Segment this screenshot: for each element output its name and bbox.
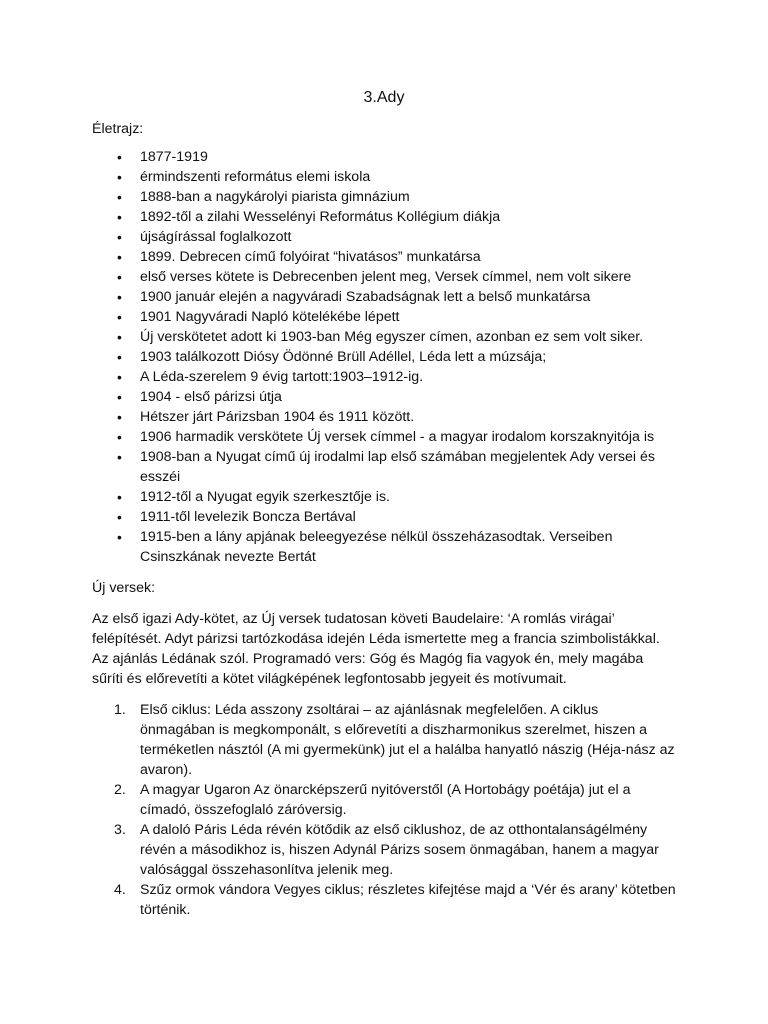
bullet-icon: • [117,329,122,345]
bullet-icon: • [117,489,122,505]
bullet-icon: • [117,409,122,425]
bullet-icon: • [117,149,122,165]
cycle-item [92,880,676,920]
biography-item [92,387,676,407]
biography-item-text: érmindszenti református elemi iskola [140,169,371,185]
cycle-text: A daloló Páris Léda révén kötődik az első ciklushoz, de az otthontalanságélmény révén a másodikhoz is, hiszen Adynál Párizs sosem önmagában, hanem a magyar valósággal összehasonlítva jelenik meg. [140,822,659,878]
biography-item [92,427,676,447]
biography-item [92,527,676,567]
cycle-text: A magyar Ugaron Az önarcképszerű nyitóverstől (A Hortobágy poétája) jut el a címadó, összefoglaló záróversig. [140,782,631,818]
cycle-item [92,700,676,780]
biography-item [92,207,676,227]
bullet-icon: • [117,189,122,205]
biography-item [92,307,676,327]
biography-item-text: első verses kötete is Debrecenben jelent meg, Versek címmel, nem volt sikere [140,269,632,285]
biography-item-text: 1911-től levelezik Boncza Bertával [140,509,356,525]
cycle-item [92,780,676,820]
biography-item-text: 1900 január elején a nagyváradi Szabadságnak lett a belső munkatársa [140,289,591,305]
bullet-icon: • [117,289,122,305]
bullet-icon: • [117,209,122,225]
cycle-number: 4. [114,882,126,898]
biography-heading: Életrajz: [92,121,144,137]
biography-item [92,267,676,287]
biography-item-text: újságírással foglalkozott [140,229,292,245]
bullet-icon: • [117,309,122,325]
bullet-icon: • [117,429,122,445]
biography-list [92,147,676,567]
biography-item-text: 1899. Debrecen című folyóirat “hivatásos” munkatársa [140,249,481,265]
biography-item-text: 1892-től a zilahi Wesselényi Református Kollégium diákja [140,209,501,225]
biography-item [92,347,676,367]
biography-item-text: A Léda-szerelem 9 évig tartott:1903–1912-ig. [140,369,424,385]
biography-item-text: 1915-ben a lány apjának beleegyezése nélkül összeházasodtak. Verseiben Csinszkának nevezte Bertát [140,529,613,565]
biography-item-text: 1888-ban a nagykárolyi piarista gimnázium [140,189,410,205]
biography-item [92,227,676,247]
uj-versek-heading: Új versek: [92,580,156,596]
bullet-icon: • [117,169,122,185]
biography-item [92,367,676,387]
biography-item-text: 1906 harmadik verskötete Új versek címmel - a magyar irodalom korszaknyitója is [140,429,655,445]
biography-item [92,507,676,527]
biography-item [92,327,676,347]
biography-item [92,247,676,267]
cycle-text: Első ciklus: Léda asszony zsoltárai – az ajánlásnak megfelelően. A ciklus önmagában is megkomponált, s előrevetíti a diszharmonikus szerelmet, hiszen a terméketlen násztól (A mi gyermekünk) jut el a halálba hanyatló nászig (Héja-nász az avaron). [140,702,675,778]
bullet-icon: • [117,449,122,465]
cycle-text: Szűz ormok vándora Vegyes ciklus; részletes kifejtése majd a ‘Vér és arany’ kötetben történik. [140,882,676,918]
biography-item-text: Új verskötetet adott ki 1903-ban Még egyszer címen, azonban ez sem volt siker. [140,329,644,345]
biography-item [92,487,676,507]
cycle-item [92,820,676,880]
cycle-list [92,700,676,920]
biography-item [92,407,676,427]
biography-item-text: 1901 Nagyváradi Napló kötelékébe lépett [140,309,400,325]
bullet-icon: • [117,269,122,285]
bullet-icon: • [117,249,122,265]
biography-item-text: 1908-ban a Nyugat című új irodalmi lap első számában megjelentek Ady versei és esszéi [140,449,655,485]
bullet-icon: • [117,349,122,365]
bullet-icon: • [117,389,122,405]
biography-item [92,447,676,487]
biography-item [92,287,676,307]
biography-item [92,187,676,207]
bullet-icon: • [117,529,122,545]
biography-item [92,167,676,187]
bullet-icon: • [117,369,122,385]
biography-item-text: 1877-1919 [140,149,208,165]
biography-item-text: 1903 találkozott Diósy Ödönné Brüll Adéllel, Léda lett a múzsája; [140,349,547,365]
uj-versek-paragraph: Az első igazi Ady-kötet, az Új versek tudatosan követi Baudelaire: ‘A romlás virágai’ felépítését. Adyt párizsi tartózkodása idején Léda ismertette meg a francia szimbolistákkal. Az ajánlás Lédának szól. Programadó vers: Góg és Magóg fia vagyok én, mely magába sűríti és előrevetíti a kötet világképének legfontosabb jegyeit és motívumait. [92,611,660,687]
biography-item-text: 1912-től a Nyugat egyik szerkesztője is. [140,489,390,505]
cycle-number: 3. [114,822,126,838]
bullet-icon: • [117,509,122,525]
biography-item [92,147,676,167]
biography-item-text: Hétszer járt Párizsban 1904 és 1911 között. [140,409,415,425]
cycle-number: 2. [114,782,126,798]
bullet-icon: • [117,229,122,245]
cycle-number: 1. [114,702,126,718]
biography-item-text: 1904 - első párizsi útja [140,389,282,405]
page-title: 3.Ady [363,89,405,106]
